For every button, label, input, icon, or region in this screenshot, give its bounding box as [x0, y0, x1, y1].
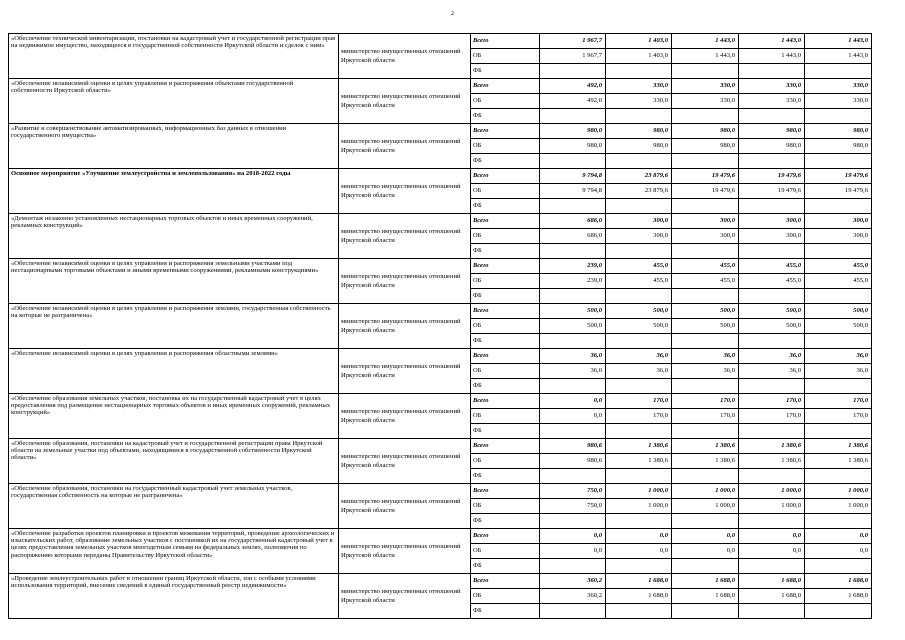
amount-cell — [672, 514, 739, 529]
amount-cell: 1 403,0 — [606, 34, 672, 49]
amount-cell: 239,0 — [540, 259, 606, 274]
table-row — [9, 304, 872, 319]
amount-cell: 1 443,0 — [739, 34, 805, 49]
table-row — [9, 169, 872, 184]
amount-cell: 300,0 — [739, 214, 805, 229]
amount-cell: 455,0 — [606, 259, 672, 274]
amount-cell: 330,0 — [805, 94, 872, 109]
amount-cell: 500,0 — [805, 304, 872, 319]
amount-cell: 36,0 — [606, 349, 672, 364]
amount-cell: 360,2 — [540, 589, 606, 604]
amount-cell: 686,0 — [540, 214, 606, 229]
amount-cell: 1 688,0 — [672, 589, 739, 604]
amount-cell: 300,0 — [805, 229, 872, 244]
funding-source: ФБ — [471, 379, 540, 394]
amount-cell: 455,0 — [739, 259, 805, 274]
amount-cell: 1 688,0 — [672, 574, 739, 589]
amount-cell: 0,0 — [540, 529, 606, 544]
amount-cell — [672, 244, 739, 259]
amount-cell — [805, 334, 872, 349]
amount-cell: 239,0 — [540, 274, 606, 289]
amount-cell: 1 403,0 — [606, 49, 672, 64]
amount-cell: 1 443,0 — [672, 49, 739, 64]
amount-cell — [540, 424, 606, 439]
amount-cell: 980,6 — [540, 454, 606, 469]
amount-cell: 500,0 — [540, 319, 606, 334]
funding-source: ФБ — [471, 199, 540, 214]
amount-cell: 0,0 — [739, 529, 805, 544]
amount-cell: 1 443,0 — [739, 49, 805, 64]
amount-cell — [805, 424, 872, 439]
amount-cell: 1 688,0 — [805, 574, 872, 589]
amount-cell — [805, 469, 872, 484]
executor: министерство имущественных отношений Иркутской области — [339, 34, 471, 79]
amount-cell: 500,0 — [739, 304, 805, 319]
amount-cell: 1 380,6 — [805, 454, 872, 469]
amount-cell: 0,0 — [606, 529, 672, 544]
amount-cell: 980,6 — [540, 439, 606, 454]
amount-cell: 500,0 — [672, 304, 739, 319]
amount-cell: 455,0 — [672, 259, 739, 274]
amount-cell: 455,0 — [739, 274, 805, 289]
amount-cell: 19 479,6 — [805, 169, 872, 184]
amount-cell — [805, 604, 872, 619]
funding-source: ОБ — [471, 499, 540, 514]
amount-cell — [739, 334, 805, 349]
amount-cell: 1 000,0 — [805, 499, 872, 514]
amount-cell: 1 380,6 — [606, 454, 672, 469]
measure-name: «Обеспечение образования земельных участков, постановка их на государственный кадастровый учет в целях предоставления под размещение нестационарных торговых объектов и иных временных сооружений, рекламных конструкций» — [9, 394, 339, 439]
amount-cell: 300,0 — [672, 229, 739, 244]
amount-cell: 1 380,6 — [606, 439, 672, 454]
funding-source: ФБ — [471, 154, 540, 169]
amount-cell: 36,0 — [540, 349, 606, 364]
amount-cell: 170,0 — [805, 394, 872, 409]
amount-cell: 170,0 — [739, 409, 805, 424]
executor: министерство имущественных отношений Иркутской области — [339, 304, 471, 349]
amount-cell — [606, 199, 672, 214]
measure-name: «Обеспечение технической инвентаризации, постановки на кадастровый учет и государственной регистрации прав на недвижимое имущество, находящееся в государственной собственности Иркутской области и сделок с ним» — [9, 34, 339, 79]
funding-source: ФБ — [471, 289, 540, 304]
amount-cell: 500,0 — [606, 304, 672, 319]
executor: министерство имущественных отношений Иркутской области — [339, 214, 471, 259]
amount-cell — [606, 469, 672, 484]
amount-cell: 980,0 — [606, 124, 672, 139]
funding-source: ОБ — [471, 454, 540, 469]
amount-cell — [606, 559, 672, 574]
amount-cell: 500,0 — [606, 319, 672, 334]
amount-cell: 330,0 — [672, 79, 739, 94]
amount-cell: 1 688,0 — [739, 574, 805, 589]
amount-cell: 0,0 — [739, 544, 805, 559]
amount-cell: 980,0 — [739, 124, 805, 139]
executor: министерство имущественных отношений Иркутской области — [339, 529, 471, 574]
amount-cell: 980,0 — [540, 139, 606, 154]
table-row — [9, 529, 872, 544]
amount-cell: 36,0 — [739, 349, 805, 364]
funding-source: ОБ — [471, 319, 540, 334]
amount-cell: 500,0 — [805, 319, 872, 334]
table-row — [9, 439, 872, 454]
amount-cell — [672, 469, 739, 484]
amount-cell: 1 688,0 — [606, 574, 672, 589]
amount-cell — [672, 154, 739, 169]
amount-cell: 980,0 — [739, 139, 805, 154]
funding-source: ФБ — [471, 514, 540, 529]
amount-cell — [805, 514, 872, 529]
funding-source: Всего — [471, 214, 540, 229]
funding-source: ОБ — [471, 184, 540, 199]
funding-source: Всего — [471, 259, 540, 274]
table-row — [9, 34, 872, 49]
amount-cell: 980,0 — [805, 124, 872, 139]
amount-cell — [540, 334, 606, 349]
amount-cell: 300,0 — [739, 229, 805, 244]
amount-cell: 9 794,8 — [540, 169, 606, 184]
executor: министерство имущественных отношений Иркутской области — [339, 349, 471, 394]
amount-cell: 0,0 — [606, 544, 672, 559]
amount-cell — [672, 424, 739, 439]
amount-cell: 1 443,0 — [672, 34, 739, 49]
funding-source: ФБ — [471, 424, 540, 439]
funding-source: Всего — [471, 124, 540, 139]
funding-source: ОБ — [471, 364, 540, 379]
amount-cell — [805, 64, 872, 79]
amount-cell — [606, 604, 672, 619]
amount-cell: 1 688,0 — [606, 589, 672, 604]
amount-cell — [739, 514, 805, 529]
amount-cell: 170,0 — [739, 394, 805, 409]
amount-cell — [739, 199, 805, 214]
amount-cell: 686,0 — [540, 229, 606, 244]
funding-source: ФБ — [471, 109, 540, 124]
amount-cell — [540, 154, 606, 169]
amount-cell: 300,0 — [805, 214, 872, 229]
amount-cell — [540, 469, 606, 484]
amount-cell — [672, 334, 739, 349]
amount-cell: 36,0 — [805, 364, 872, 379]
budget-table — [8, 33, 872, 619]
funding-source: Всего — [471, 304, 540, 319]
amount-cell — [606, 379, 672, 394]
amount-cell: 36,0 — [540, 364, 606, 379]
executor: министерство имущественных отношений Иркутской области — [339, 484, 471, 529]
amount-cell: 0,0 — [672, 529, 739, 544]
amount-cell — [739, 604, 805, 619]
funding-source: Всего — [471, 529, 540, 544]
funding-source: Всего — [471, 439, 540, 454]
measure-name: «Проведение землеустроительных работ в отношении границ Иркутской области, зон с особыми условиями использования территорий, внесение сведений в единый государственный реестр недвижимости» — [9, 574, 339, 619]
amount-cell — [739, 289, 805, 304]
amount-cell: 36,0 — [739, 364, 805, 379]
funding-source: ФБ — [471, 334, 540, 349]
table-row — [9, 484, 872, 499]
measure-name: «Развитие и совершенствование автоматизированных, информационных баз данных в отношении государственного имущества» — [9, 124, 339, 169]
amount-cell: 455,0 — [805, 274, 872, 289]
amount-cell: 1 000,0 — [739, 499, 805, 514]
amount-cell: 36,0 — [606, 364, 672, 379]
amount-cell: 19 479,6 — [739, 169, 805, 184]
amount-cell: 1 000,0 — [672, 499, 739, 514]
amount-cell: 330,0 — [805, 79, 872, 94]
executor: министерство имущественных отношений Иркутской области — [339, 394, 471, 439]
amount-cell — [805, 244, 872, 259]
page-number: 2 — [451, 11, 454, 17]
amount-cell: 170,0 — [606, 394, 672, 409]
amount-cell: 1 380,6 — [672, 454, 739, 469]
amount-cell — [540, 109, 606, 124]
amount-cell: 36,0 — [672, 349, 739, 364]
amount-cell: 1 000,0 — [805, 484, 872, 499]
measure-name: «Обеспечение образования, постановки на государственный кадастровый учет земельных участков, государственная собственность на которые не разграничена» — [9, 484, 339, 529]
amount-cell: 330,0 — [739, 94, 805, 109]
table-row — [9, 79, 872, 94]
amount-cell: 1 688,0 — [805, 589, 872, 604]
amount-cell: 19 479,6 — [739, 184, 805, 199]
amount-cell: 980,0 — [672, 124, 739, 139]
amount-cell: 980,0 — [805, 139, 872, 154]
amount-cell — [540, 289, 606, 304]
measure-name: «Обеспечение независимой оценки в целях управления и распоряжения объектами государственной собственности Иркутской области» — [9, 79, 339, 124]
funding-source: ФБ — [471, 604, 540, 619]
amount-cell: 170,0 — [672, 409, 739, 424]
amount-cell — [540, 64, 606, 79]
amount-cell: 0,0 — [540, 409, 606, 424]
amount-cell: 170,0 — [672, 394, 739, 409]
amount-cell: 1 967,7 — [540, 49, 606, 64]
amount-cell: 980,0 — [672, 139, 739, 154]
amount-cell: 330,0 — [739, 79, 805, 94]
funding-source: ОБ — [471, 409, 540, 424]
amount-cell — [805, 109, 872, 124]
amount-cell: 1 443,0 — [805, 34, 872, 49]
amount-cell — [672, 604, 739, 619]
funding-source: ФБ — [471, 559, 540, 574]
amount-cell: 1 967,7 — [540, 34, 606, 49]
executor: министерство имущественных отношений Иркутской области — [339, 124, 471, 169]
amount-cell: 300,0 — [672, 214, 739, 229]
amount-cell: 0,0 — [540, 394, 606, 409]
amount-cell: 1 688,0 — [739, 589, 805, 604]
measure-name: «Обеспечение образования, постановки на кадастровый учет и государственной регистрации права Иркутской области на земельные участки под объектами, находящимися в государственной собственности Иркутской области» — [9, 439, 339, 484]
amount-cell: 19 479,6 — [672, 169, 739, 184]
measure-name: «Обеспечение независимой оценки в целях управления и распоряжения земельными участками под нестационарными торговыми объектами и иными временными сооружениями, рекламными конструкциями» — [9, 259, 339, 304]
amount-cell: 1 000,0 — [606, 484, 672, 499]
amount-cell: 1 380,6 — [739, 454, 805, 469]
amount-cell: 980,0 — [540, 124, 606, 139]
amount-cell: 492,0 — [540, 79, 606, 94]
amount-cell — [739, 109, 805, 124]
amount-cell: 1 380,6 — [672, 439, 739, 454]
executor: министерство имущественных отношений Иркутской области — [339, 79, 471, 124]
amount-cell: 1 000,0 — [606, 499, 672, 514]
amount-cell: 0,0 — [805, 544, 872, 559]
amount-cell: 300,0 — [606, 214, 672, 229]
amount-cell: 500,0 — [540, 304, 606, 319]
table-row — [9, 349, 872, 364]
amount-cell — [672, 289, 739, 304]
amount-cell — [540, 559, 606, 574]
amount-cell: 1 380,6 — [805, 439, 872, 454]
amount-cell — [739, 559, 805, 574]
executor: министерство имущественных отношений Иркутской области — [339, 169, 471, 214]
amount-cell — [672, 559, 739, 574]
funding-source: ФБ — [471, 469, 540, 484]
amount-cell — [540, 244, 606, 259]
amount-cell — [739, 244, 805, 259]
amount-cell: 23 879,6 — [606, 184, 672, 199]
table-row — [9, 574, 872, 589]
amount-cell — [606, 334, 672, 349]
amount-cell — [606, 244, 672, 259]
amount-cell — [805, 289, 872, 304]
amount-cell: 500,0 — [739, 319, 805, 334]
amount-cell — [540, 379, 606, 394]
amount-cell: 492,0 — [540, 94, 606, 109]
amount-cell — [606, 64, 672, 79]
amount-cell: 19 479,6 — [672, 184, 739, 199]
funding-source: Всего — [471, 349, 540, 364]
funding-source: ОБ — [471, 49, 540, 64]
measure-name: «Демонтаж незаконно установленных нестационарных торговых объектов и иных временных сооружений, рекламных конструкций» — [9, 214, 339, 259]
funding-source: ОБ — [471, 139, 540, 154]
amount-cell — [606, 109, 672, 124]
funding-source: ОБ — [471, 544, 540, 559]
amount-cell — [805, 559, 872, 574]
table-row — [9, 124, 872, 139]
amount-cell — [805, 199, 872, 214]
amount-cell: 9 794,8 — [540, 184, 606, 199]
amount-cell — [739, 154, 805, 169]
amount-cell — [540, 199, 606, 214]
executor: министерство имущественных отношений Иркутской области — [339, 439, 471, 484]
amount-cell — [739, 379, 805, 394]
amount-cell — [606, 424, 672, 439]
amount-cell: 330,0 — [672, 94, 739, 109]
amount-cell — [672, 64, 739, 79]
amount-cell — [672, 199, 739, 214]
funding-source: Всего — [471, 34, 540, 49]
amount-cell: 500,0 — [672, 319, 739, 334]
amount-cell: 750,0 — [540, 499, 606, 514]
amount-cell: 1 000,0 — [739, 484, 805, 499]
amount-cell: 1 380,6 — [739, 439, 805, 454]
table-row — [9, 259, 872, 274]
amount-cell — [739, 64, 805, 79]
amount-cell — [540, 604, 606, 619]
measure-name: «Обеспечение независимой оценки в целях управления и распоряжения областными землями» — [9, 349, 339, 394]
amount-cell: 36,0 — [805, 349, 872, 364]
table-row — [9, 214, 872, 229]
amount-cell: 980,0 — [606, 139, 672, 154]
amount-cell: 455,0 — [805, 259, 872, 274]
amount-cell — [805, 379, 872, 394]
amount-cell: 1 443,0 — [805, 49, 872, 64]
amount-cell: 330,0 — [606, 94, 672, 109]
funding-source: ОБ — [471, 274, 540, 289]
amount-cell: 1 000,0 — [672, 484, 739, 499]
amount-cell: 36,0 — [672, 364, 739, 379]
funding-source: Всего — [471, 574, 540, 589]
amount-cell — [606, 514, 672, 529]
amount-cell — [606, 289, 672, 304]
executor: министерство имущественных отношений Иркутской области — [339, 574, 471, 619]
amount-cell: 455,0 — [606, 274, 672, 289]
amount-cell — [739, 469, 805, 484]
amount-cell: 0,0 — [540, 544, 606, 559]
measure-name: «Обеспечение разработки проектов планировки и проектов межевания территорий, проведение археологических и изыскательских работ, образование земельных участков с постановкой их на государственный кадастровый учет в целях предоставления земельных участков многодетным семьям на федеральных землях, полномочия по распоряжению которыми переданы Правительству Иркутской области» — [9, 529, 339, 574]
measure-name: Основное мероприятие «Улучшение землеустройства и землепользования» на 2018-2022 годы — [9, 169, 339, 214]
funding-source: ФБ — [471, 244, 540, 259]
amount-cell — [672, 109, 739, 124]
amount-cell: 170,0 — [805, 409, 872, 424]
funding-source: Всего — [471, 394, 540, 409]
amount-cell — [672, 379, 739, 394]
measure-name: «Обеспечение независимой оценки в целях управления и распоряжения землями, государственная собственность на которые не разграничена» — [9, 304, 339, 349]
funding-source: ОБ — [471, 589, 540, 604]
funding-source: Всего — [471, 484, 540, 499]
amount-cell — [606, 154, 672, 169]
funding-source: ОБ — [471, 229, 540, 244]
funding-source: ФБ — [471, 64, 540, 79]
amount-cell: 0,0 — [805, 529, 872, 544]
amount-cell — [805, 154, 872, 169]
funding-source: Всего — [471, 79, 540, 94]
amount-cell: 330,0 — [606, 79, 672, 94]
amount-cell: 455,0 — [672, 274, 739, 289]
amount-cell: 23 879,6 — [606, 169, 672, 184]
amount-cell: 19 479,6 — [805, 184, 872, 199]
funding-source: ОБ — [471, 94, 540, 109]
amount-cell: 360,2 — [540, 574, 606, 589]
funding-source: Всего — [471, 169, 540, 184]
amount-cell: 0,0 — [672, 544, 739, 559]
table-row — [9, 394, 872, 409]
executor: министерство имущественных отношений Иркутской области — [339, 259, 471, 304]
amount-cell — [739, 424, 805, 439]
amount-cell: 300,0 — [606, 229, 672, 244]
amount-cell — [540, 514, 606, 529]
amount-cell: 170,0 — [606, 409, 672, 424]
amount-cell: 750,0 — [540, 484, 606, 499]
